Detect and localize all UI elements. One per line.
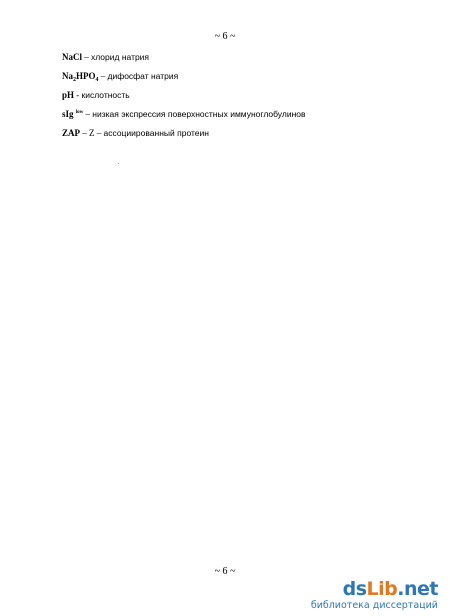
term-superscript: low	[75, 110, 84, 115]
term-middle: HPO	[76, 71, 96, 81]
dslib-watermark-logo[interactable]	[298, 579, 438, 612]
abbreviation-item-nacl	[62, 52, 422, 71]
term-base: Na	[62, 71, 73, 81]
abbreviation-term	[62, 71, 99, 81]
watermark-part-ds: ds	[342, 578, 367, 600]
abbreviation-term: ZAP	[62, 128, 80, 138]
term-subscript: 2	[73, 77, 76, 83]
watermark-part-net: .net	[397, 578, 438, 600]
abbreviation-description: хлорид натрия	[91, 52, 150, 62]
term-subscript: 4	[95, 77, 99, 83]
abbreviation-separator: –	[98, 71, 108, 81]
watermark-part-lib: Lib	[366, 578, 398, 600]
abbreviation-description: дифосфат натрия	[107, 71, 179, 81]
abbreviation-item-na2hpo4	[62, 71, 422, 90]
abbreviation-separator: –	[82, 52, 91, 62]
abbreviation-item-ph	[62, 90, 422, 109]
abbreviation-description: ассоциированный протеин	[103, 128, 209, 138]
abbreviation-separator: -	[74, 90, 82, 100]
page-number-bottom: ~ 6 ~	[214, 566, 236, 577]
abbreviation-item-sig-low	[62, 109, 422, 128]
abbreviation-list	[62, 52, 422, 147]
watermark-subtitle: библиотека диссертаций	[310, 600, 438, 611]
abbreviation-separator: – Z –	[80, 128, 104, 138]
term-base: sIg	[62, 109, 74, 119]
abbreviation-separator: –	[83, 109, 93, 119]
abbreviation-term: NaCl	[62, 52, 82, 62]
scan-speck	[118, 163, 119, 164]
abbreviation-term	[62, 109, 83, 119]
abbreviation-description: кислотность	[81, 90, 130, 100]
abbreviation-description: низкая экспрессия поверхностных иммуноглобулинов	[92, 109, 306, 119]
watermark-title	[298, 579, 438, 599]
abbreviation-term: pH	[62, 90, 75, 100]
abbreviation-item-zap	[62, 128, 422, 147]
page-number-top: ~ 6 ~	[214, 31, 236, 42]
